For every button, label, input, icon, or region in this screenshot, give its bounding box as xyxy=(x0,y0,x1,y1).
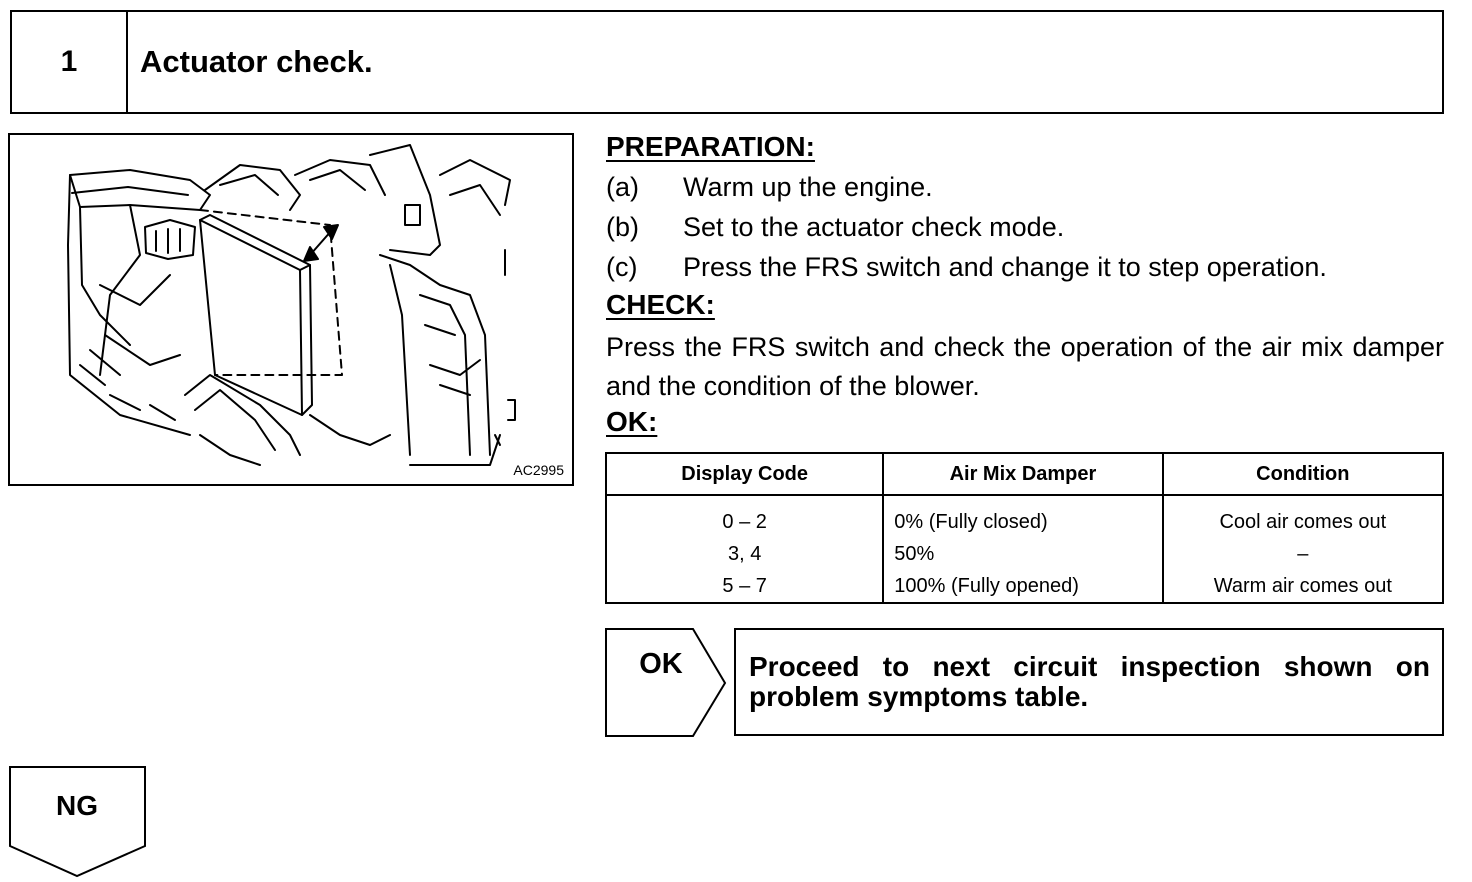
ok-tag-label: OK xyxy=(639,648,683,680)
ok-spec-table xyxy=(605,452,1444,604)
item-label: (b) xyxy=(606,212,639,242)
step-number: 1 xyxy=(12,12,128,112)
condition-cell: – xyxy=(1163,538,1443,570)
check-heading: CHECK: xyxy=(606,289,715,320)
ng-tag-label: NG xyxy=(56,790,98,821)
ok-result-box: Proceed to next circuit inspection shown on problem symptoms table. xyxy=(734,628,1444,736)
display-code-cell: 3, 4 xyxy=(606,538,883,570)
table-row xyxy=(606,495,1443,538)
heater-unit-drawing xyxy=(10,135,572,484)
table-header-row xyxy=(606,453,1443,495)
item-text: Press the FRS switch and change it to step operation. xyxy=(683,252,1327,282)
damper-cell: 50% xyxy=(883,538,1162,570)
ng-arrow-tag xyxy=(9,766,147,878)
column-header: Air Mix Damper xyxy=(883,453,1162,495)
column-header: Condition xyxy=(1163,453,1443,495)
item-text: Set to the actuator check mode. xyxy=(683,212,1065,242)
display-code-cell: 5 – 7 xyxy=(606,570,883,603)
ok-heading: OK: xyxy=(606,406,658,437)
condition-cell: Cool air comes out xyxy=(1163,495,1443,538)
step-header xyxy=(10,10,1444,114)
check-instruction: Press the FRS switch and check the operation of the air mix damper and the condition of the blower. xyxy=(606,332,1444,401)
actuator-illustration xyxy=(8,133,574,486)
column-header: Display Code xyxy=(606,453,883,495)
item-label: (c) xyxy=(606,252,638,282)
table-row xyxy=(606,570,1443,603)
item-label: (a) xyxy=(606,172,639,202)
preparation-heading: PREPARATION: xyxy=(606,131,815,162)
condition-cell: Warm air comes out xyxy=(1163,570,1443,603)
ok-arrow-tag xyxy=(605,628,727,738)
display-code-cell: 0 – 2 xyxy=(606,495,883,538)
damper-cell: 100% (Fully opened) xyxy=(883,570,1162,603)
item-text: Warm up the engine. xyxy=(683,172,933,202)
step-title: Actuator check. xyxy=(140,44,373,79)
table-row xyxy=(606,538,1443,570)
figure-code: AC2995 xyxy=(513,462,564,478)
damper-cell: 0% (Fully closed) xyxy=(883,495,1162,538)
